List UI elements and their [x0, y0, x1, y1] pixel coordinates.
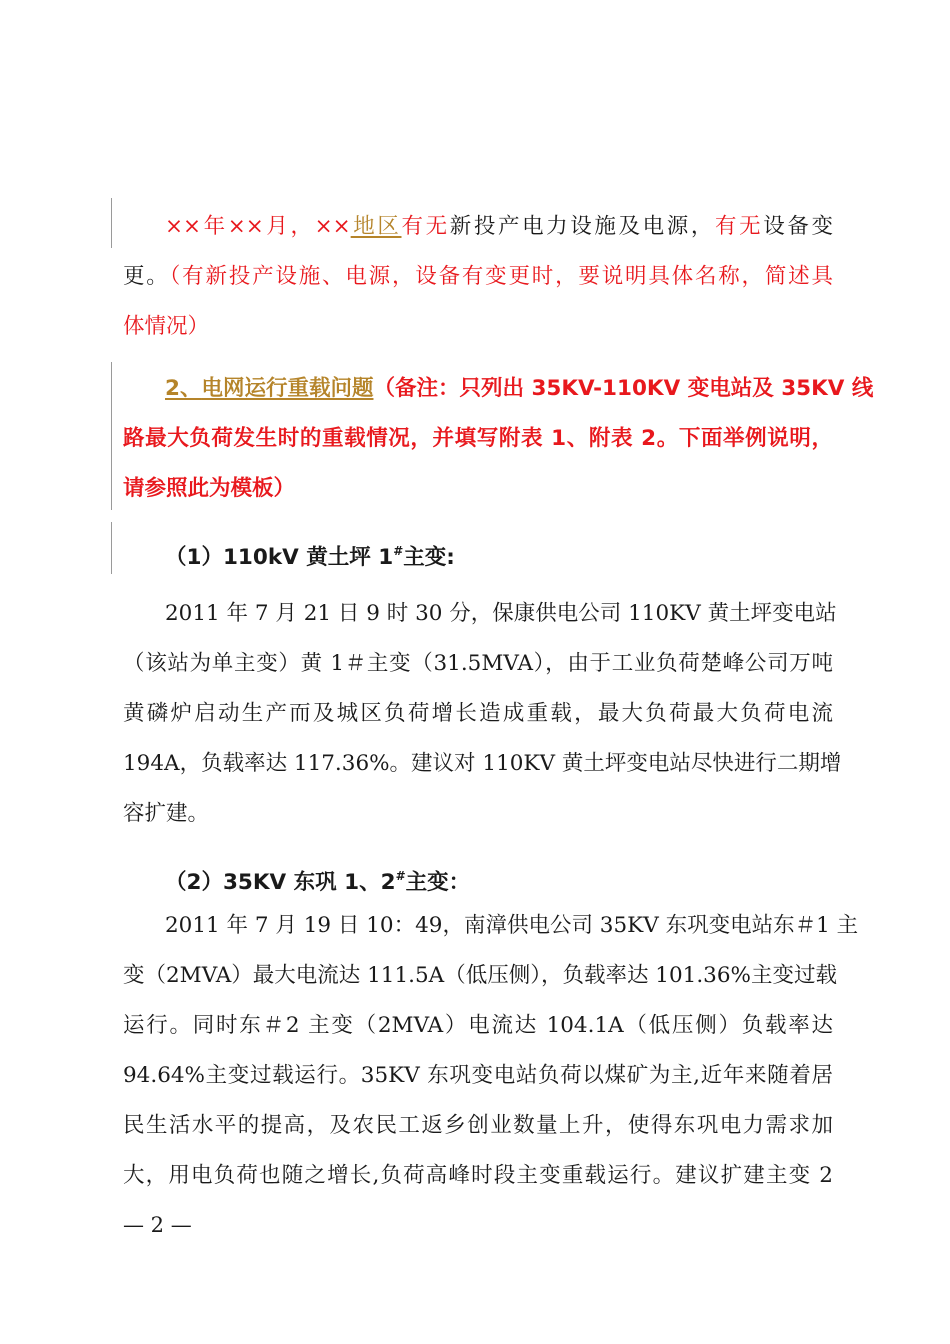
item2-line-4: 94.64%主变过载运行。35KV 东巩变电站负荷以煤矿为主,近年来随着居 [123, 1063, 833, 1088]
section2-heading-line-2: 路最大负荷发生时的重载情况，并填写附表 1、附表 2。下面举例说明， [123, 426, 833, 451]
item2-line-1: 2011 年 7 月 19 日 10：49，南漳供电公司 35KV 东巩变电站东＃1 主 [165, 913, 859, 938]
section2-title: 电网运行重载问题 [201, 376, 374, 401]
section2-heading-line-3: 请参照此为模板） [123, 476, 296, 501]
item1-line-1: 2011 年 7 月 21 日 9 时 30 分，保康供电公司 110KV 黄土坪变电站 [165, 601, 837, 626]
item2-line-5: 民生活水平的提高，及农民工返乡创业数量上升，使得东巩电力需求加 [123, 1113, 833, 1138]
section1-line-2: 更。（有新投产设施、电源，设备有变更时，要说明具体名称，简述具 [123, 264, 833, 289]
page-number: — 2 — [123, 1213, 192, 1237]
item1-heading: （1）110kV 黄土坪 1#主变: [165, 544, 455, 570]
section2-heading-line-1: 2、电网运行重载问题（备注：只列出 35KV-110KV 变电站及 35KV 线 [165, 376, 874, 401]
item1-line-3: 黄磷炉启动生产而及城区负荷增长造成重载，最大负荷最大负荷电流 [123, 701, 833, 726]
item1-line-2: （该站为单主变）黄 1＃主变（31.5MVA），由于工业负荷楚峰公司万吨 [123, 651, 833, 676]
margin-change-bar-1 [111, 198, 112, 248]
item1-line-5: 容扩建。 [123, 801, 210, 826]
section1-line-1: ××年××月，××地区有无新投产电力设施及电源，有无设备变 [165, 214, 833, 239]
section1-line-3: 体情况） [123, 314, 210, 339]
margin-change-bar-3 [111, 522, 112, 574]
item2-line-2: 变（2MVA）最大电流达 111.5A（低压侧），负载率达 101.36%主变过载 [123, 963, 837, 988]
item2-line-3: 运行。同时东＃2 主变（2MVA）电流达 104.1A（低压侧）负载率达 [123, 1013, 833, 1038]
margin-change-bar-2 [111, 362, 112, 510]
item1-line-4: 194A，负载率达 117.36%。建议对 110KV 黄土坪变电站尽快进行二期增 [123, 751, 842, 776]
item2-heading: （2）35KV 东巩 1、2#主变： [165, 869, 471, 895]
region-link: 地区 [350, 214, 402, 239]
item2-line-6: 大，用电负荷也随之增长,负荷高峰时段主变重载运行。建议扩建主变 2 [123, 1163, 833, 1188]
